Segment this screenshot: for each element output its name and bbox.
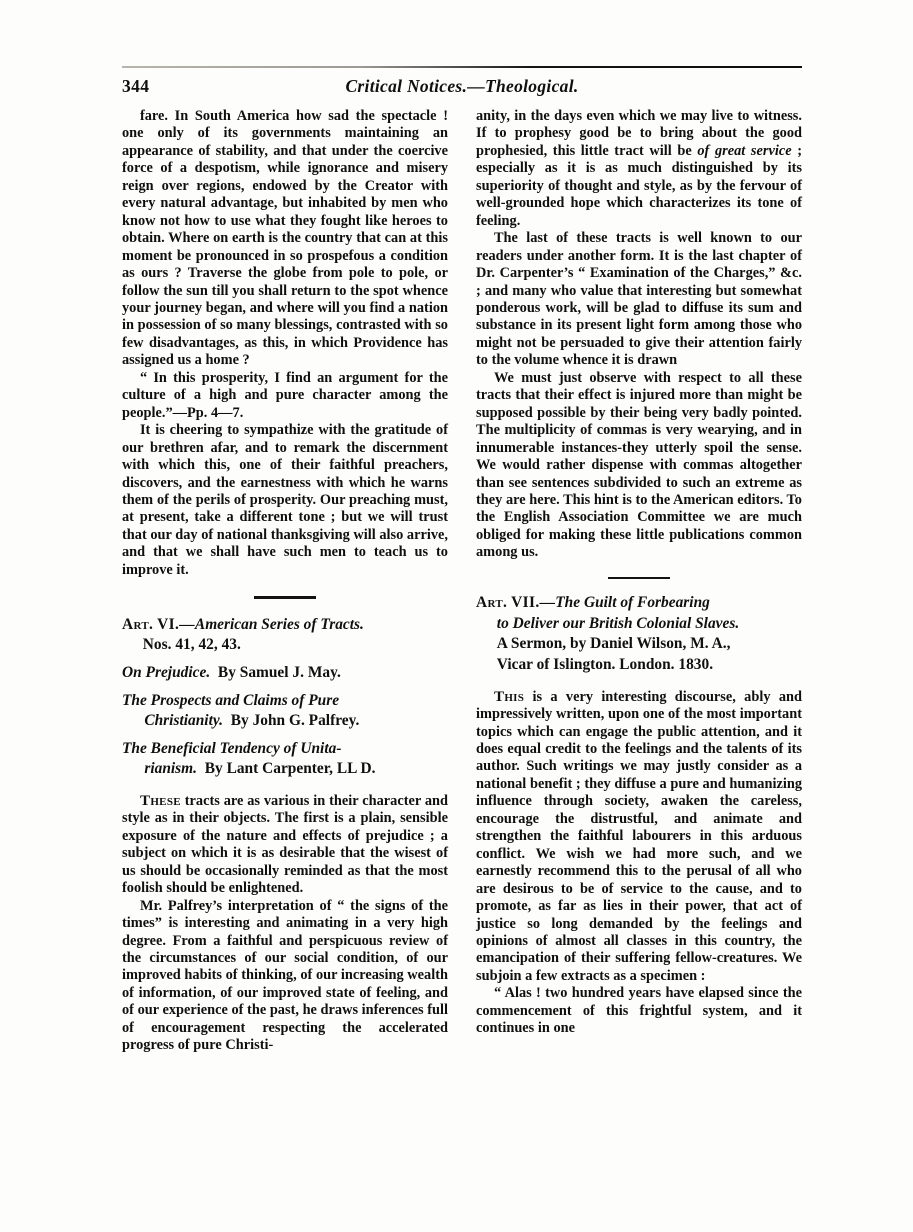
work-author: By Samuel J. May. (217, 663, 341, 681)
paragraph-observe: We must just observe with respect to all these tracts that their effect is injured more than might be supposed possible by their being very badly pointed. The multiplicity of commas is very wearying, and in innumerable instances-they utterly spoil the sense. We would rather dispense with commas altogether than see sentences subdivided to such an extreme as they are here. This hint is to the American editors. To the English Association Committee we are much obliged for making these little publications common among us. (476, 369, 802, 561)
right-column (476, 108, 802, 1038)
paragraph-alas-extract: “ Alas ! two hundred years have elapsed since the commencement of this frightful system, and it continues in one (476, 985, 802, 1037)
article-separator-rule (254, 596, 316, 599)
article-seven-heading (476, 593, 802, 675)
paragraph-opener: This (493, 688, 525, 705)
running-head-title: Critical Notices.—Theological. (345, 76, 579, 96)
paragraph-this-discourse: This is a very interesting discourse, ably and impressively written, upon one of the most important topics which can engage the public attention, and it does equal credit to the feelings and the talents of its author. Such writings we may justly consider as a national benefit ; they diffuse a pure and humanizing influence through society, awaken the careless, encourage the distrustful, and animate and strengthen the faithful labourers in this arduous conflict. We wish we had more such, and we earnestly recommend this to the perusal of all who are desirous to be of service to the cause, and to promote, as far as lies in their power, that act of justice so long demanded by the feelings and opinions of almost all classes in this country, the emancipation of their suffering fellow-creatures. We subjoin a few extracts as a specimen : (476, 688, 802, 984)
article-seven-imprint-line-one: A Sermon, by Daniel Wilson, M. A., (496, 635, 731, 653)
article-six-title: American Series of Tracts. (194, 615, 364, 633)
article-six-numbers: Nos. 41, 42, 43. (142, 636, 241, 654)
article-seven-imprint-line-two: Vicar of Islington. London. 1830. (496, 656, 714, 674)
header-rule (122, 66, 802, 68)
work-title: The Beneficial Tendency of Unita- (122, 739, 342, 757)
article-six-heading (122, 615, 448, 656)
left-column (122, 108, 448, 1055)
work-author: By Lant Carpenter, LL D. (204, 760, 376, 778)
paragraph-cheering: It is cheering to sympathize with the gratitude of our brethren afar, and to remark the discernment with which this, one of their faithful preachers, discovers, and the earnestness with which he warns them of the perils of prosperity. Our preaching must, at present, take a different tone ; but we will trust that our day of national thanksgiving will also arrive, and that we shall have such men to teach us to improve it. (122, 422, 448, 578)
article-seven-title: The Guilt of Forbearing (555, 594, 710, 612)
work-entry-prejudice (122, 663, 448, 684)
work-title: On Prejudice. (122, 663, 211, 681)
article-six-label: Art. VI.— (122, 615, 195, 633)
work-entry-prospects (122, 691, 448, 732)
paragraph-last-tract: The last of these tracts is well known to our readers under another form. It is the last chapter of Dr. Carpenter’s “ Examination of the Charges,” &c. ; and many who value that interesting but somewhat ponderous work, will be glad to diffuse its sum and substance in its present light form among those who might not be persuaded to give their attention fairly to the volume whence it is drawn (476, 230, 802, 369)
work-author: By John G. Palfrey. (230, 712, 360, 730)
emphasis-phrase: of great service (697, 142, 792, 159)
paragraph-palfrey: Mr. Palfrey’s interpretation of “ the signs of the times” is interesting and animating in a very high degree. From a faithful and perspicuous review of the circumstances of our social condition, of our improved habits of thinking, of our increasing wealth of information, of our improved state of feeling, and of our experience of the past, he draws inferences full of encouragement respecting the accelerated progress of pure Christi- (122, 897, 448, 1054)
paragraph-quotation: “ In this prosperity, I find an argument for the culture of a high and pure character among the people.”—Pp. 4—7. (122, 369, 448, 421)
work-title: The Prospects and Claims of Pure (122, 691, 340, 709)
paragraph-fare: fare. In South America how sad the spectacle ! one only of its governments maintaining an appearance of stability, and that under the coercive force of a despotism, while ignorance and misery reign over regions, endowed by the Creator with every natural advantage, but inhabited by men who know not how to use what they fought like heroes to obtain. Where on earth is the country that can at this moment be pronounced in so prospefous a condition as ours ? Traverse the globe from pole to pole, or follow the sun till you shall return to the spot whence your journey began, and where will you find a nation in possession of so many blessings, contrasted with so few disadvantages, as this, in which Providence has assigned us a home ? (122, 108, 448, 369)
article-seven-label: Art. VII.— (476, 594, 556, 612)
article-seven-title-continued: to Deliver our British Colonial Slaves. (496, 614, 740, 632)
paragraph-anity-continued: anity, in the days even which we may live to witness. If to prophesy good be to bring about the good prophesied, this little tract will be of great service ; especially as it is as much distinguished by its superiority of thought and style, as by the fervour of well-grounded hope which characterizes its tone of feeling. (476, 108, 802, 229)
work-title-continued: Christianity. By John G. Palfrey. (144, 712, 360, 730)
article-separator-rule (608, 577, 670, 580)
paragraph-opener: These (139, 792, 181, 809)
work-entry-beneficial (122, 739, 448, 780)
page-number: 344 (122, 76, 150, 96)
paragraph-these-tracts: These tracts are as various in their character and style as in their objects. The first is a plain, sensible exposure of the nature and effects of prejudice ; a subject on which it is as desirable that the wisest of us should be occasionally reminded as that the most foolish should be enlightened. (122, 792, 448, 897)
work-title-continued: rianism. By Lant Carpenter, LL D. (144, 760, 376, 778)
